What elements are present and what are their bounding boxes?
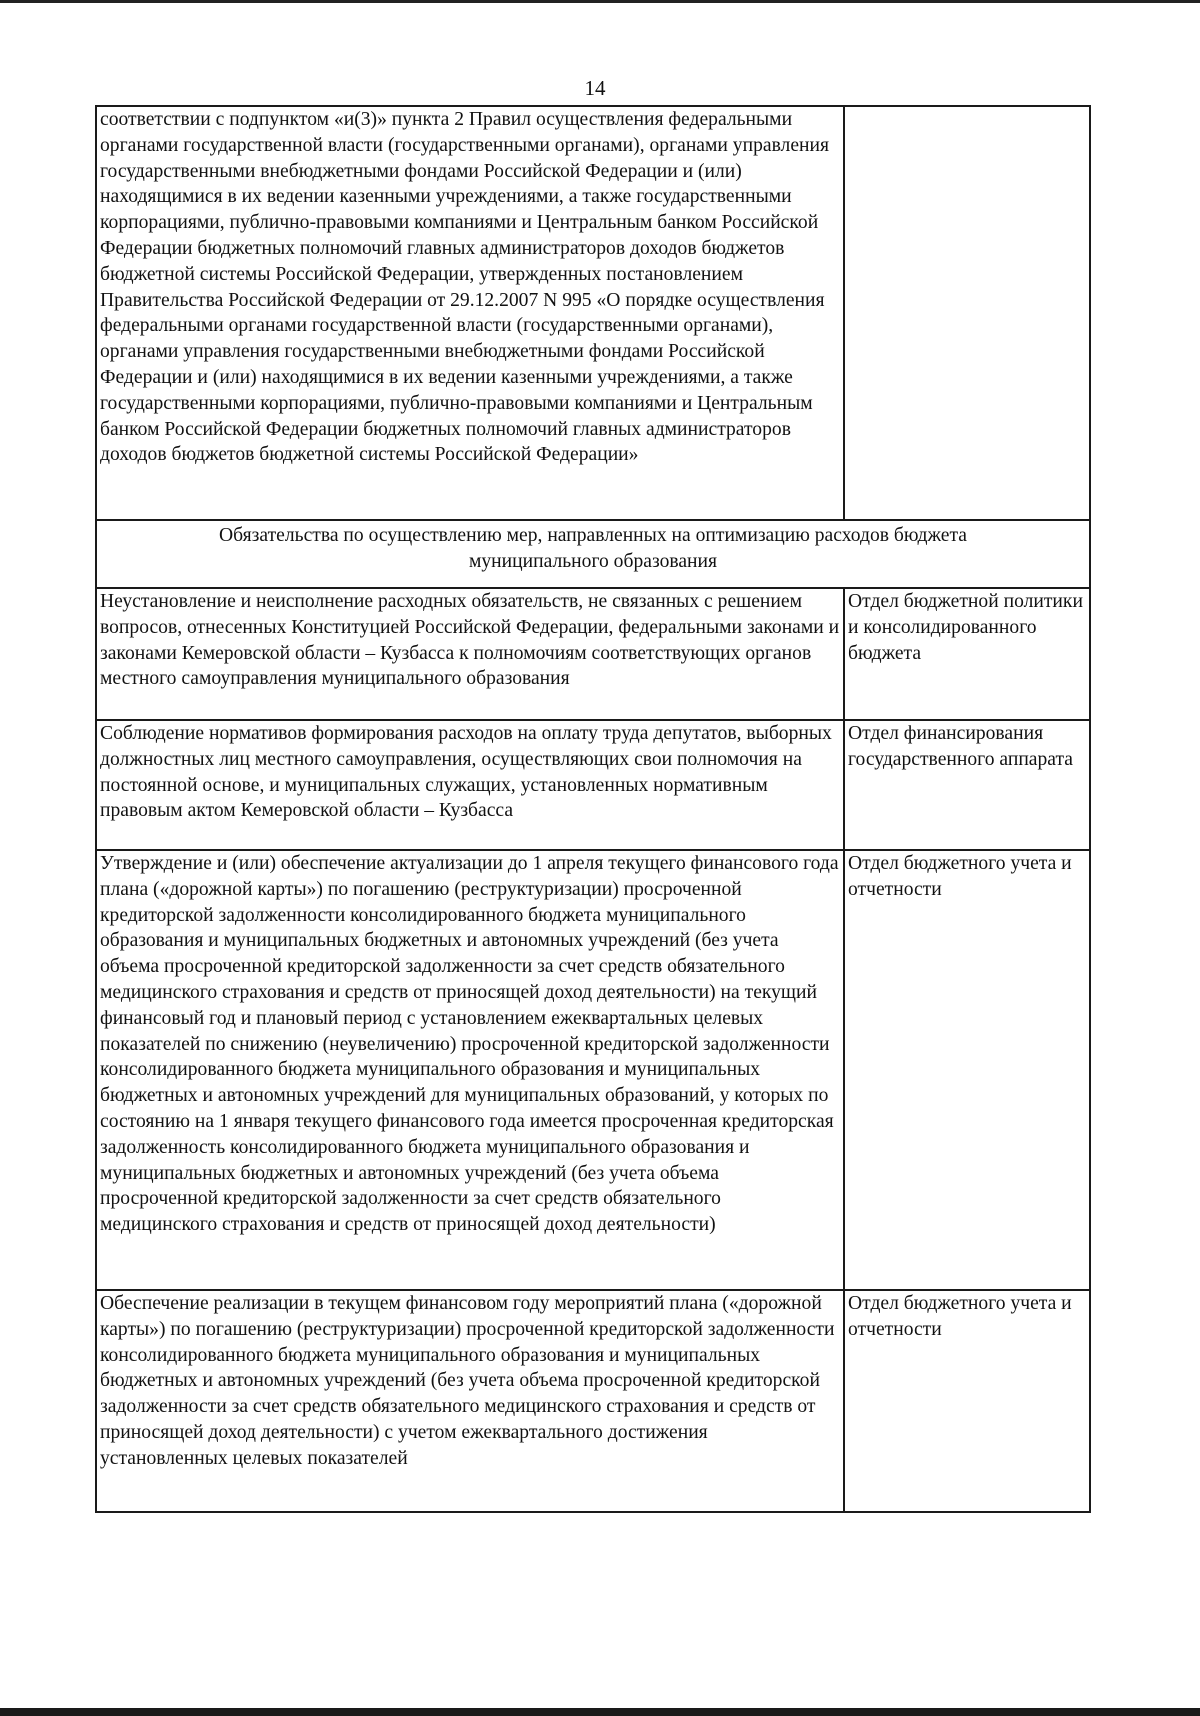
department-cell [844, 720, 1090, 850]
measure-cell [96, 1290, 844, 1512]
measure-text: Утверждение и (или) обеспечение актуализации до 1 апреля текущего финансового года плана («дорожной карты») по погашению (реструктуризации) просроченной кредиторской задолженности консолидированного бюджета муниципального образования и муниципальных бюджетных и автономных учреждений (без учета объема просроченной кредиторской задолженности за счет средств обязательного медицинского страхования и средств от приносящей доход деятельности) на текущий финансовый год и плановый период с установлением ежеквартальных целевых показателей по снижению (неувеличению) просроченной кредиторской задолженности консолидированного бюджета муниципального образования и муниципальных бюджетных и автономных учреждений для муниципальных образований, у которых по состоянию на 1 января текущего финансового года имеется просроченная кредиторская задолженность консолидированного бюджета муниципального образования и муниципальных бюджетных и автономных учреждений (без учета объема просроченной кредиторской задолженности за счет средств обязательного медицинского страхования и средств от приносящей доход деятельности) [100, 853, 839, 1236]
measure-cell [96, 106, 844, 520]
department-cell [844, 850, 1090, 1290]
measure-text: Неустановление и неисполнение расходных обязательств, не связанных с решением вопросов, отнесенных Конституцией Российской Федерации, федеральными законами и законами Кемеровской области – Кузбасса к полномочиям соответствующих органов местного самоуправления муниципального образования [100, 591, 840, 690]
table-row [96, 1290, 1090, 1512]
department-text: Отдел бюджетного учета и отчетности [848, 1293, 1072, 1340]
measure-text: соответствии с подпунктом «и(3)» пункта 2 Правил осуществления федеральными органами государственной власти (государственными органами), органами управления государственными внебюджетными фондами Российской Федерации и (или) находящимися в их ведении казенными учреждениями, а также государственными корпорациями, публично-правовыми компаниями и Центральным банком Российской Федерации бюджетных полномочий главных администраторов доходов бюджетов бюджетной системы Российской Федерации, утвержденных постановлением Правительства Российской Федерации от 29.12.2007 N 995 «О порядке осуществления федеральными органами государственной власти (государственными органами), органами управления государственными внебюджетными фондами Российской Федерации и (или) находящимися в их ведении казенными учреждениями, а также государственными корпорациями, публично-правовыми компаниями и Центральным банком Российской Федерации бюджетных полномочий главных администраторов доходов бюджетов бюджетной системы Российской Федерации» [100, 109, 830, 466]
measure-cell [96, 588, 844, 720]
section-header-row [96, 520, 1090, 588]
scan-edge-bottom [0, 1708, 1200, 1716]
scan-edge-top [0, 0, 1200, 3]
measure-cell [96, 850, 844, 1290]
department-text: Отдел бюджетной политики и консолидированного бюджета [848, 591, 1083, 664]
obligations-table [95, 105, 1091, 1513]
table-row [96, 588, 1090, 720]
section-title-cell [96, 520, 1090, 588]
measure-text: Соблюдение нормативов формирования расходов на оплату труда депутатов, выборных должностных лиц местного самоуправления, осуществляющих свои полномочия на постоянной основе, и муниципальных служащих, установленных нормативным правовым актом Кемеровской области – Кузбасса [100, 723, 832, 822]
page-number: 14 [584, 76, 606, 100]
section-title: Обязательства по осуществлению мер, направленных на оптимизацию расходов бюджета муниципального образования [219, 525, 967, 572]
department-cell [844, 588, 1090, 720]
table-row [96, 850, 1090, 1290]
table-row [96, 720, 1090, 850]
measure-text: Обеспечение реализации в текущем финансовом году мероприятий плана («дорожной карты») по погашению (реструктуризации) просроченной кредиторской задолженности консолидированного бюджета муниципального образования и муниципальных бюджетных и автономных учреждений (без учета объема просроченной кредиторской задолженности за счет средств обязательного медицинского страхования и средств от приносящей доход деятельности) с учетом ежеквартального достижения установленных целевых показателей [100, 1293, 835, 1469]
department-cell [844, 1290, 1090, 1512]
department-text: Отдел бюджетного учета и отчетности [848, 853, 1072, 900]
measure-cell [96, 720, 844, 850]
table-row-continued [96, 106, 1090, 520]
department-text: Отдел финансирования государственного аппарата [848, 723, 1073, 770]
department-cell [844, 106, 1090, 520]
